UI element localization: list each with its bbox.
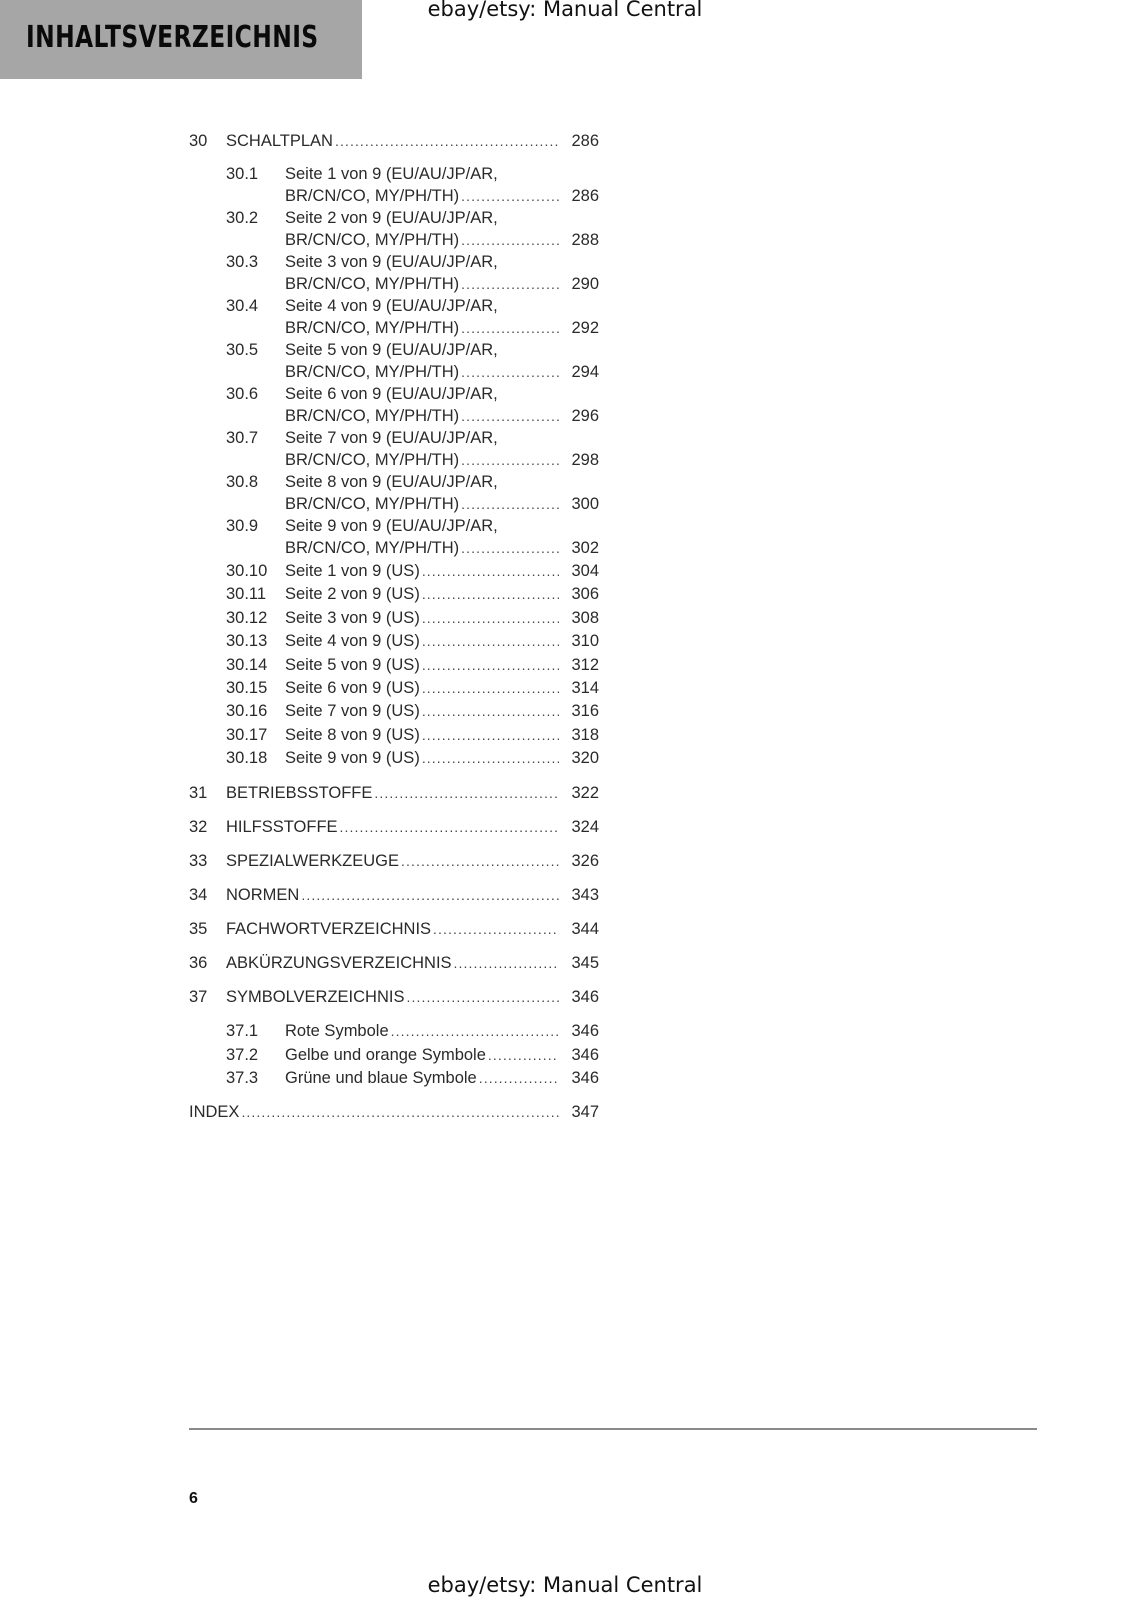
toc-section-30-14[interactable] bbox=[189, 654, 599, 676]
page-ref: 326 bbox=[571, 852, 599, 870]
section-number: 30.18 bbox=[226, 749, 268, 767]
page-ref: 300 bbox=[571, 495, 599, 513]
leader-dots bbox=[301, 884, 559, 906]
section-title: Seite 1 von 9 (US) bbox=[285, 562, 420, 580]
page-ref: 344 bbox=[571, 920, 599, 938]
section-number: 30.6 bbox=[226, 385, 259, 403]
toc-section-30-8-cont[interactable] bbox=[189, 493, 599, 515]
section-title-line2: BR/CN/CO, MY/PH/TH) bbox=[285, 319, 460, 337]
page-ref: 324 bbox=[571, 818, 599, 836]
page-ref: 316 bbox=[571, 702, 599, 720]
page-ref: 288 bbox=[571, 231, 599, 249]
page-ref: 290 bbox=[571, 275, 599, 293]
leader-dots bbox=[461, 273, 559, 295]
section-number: 37.1 bbox=[226, 1022, 259, 1040]
toc-chapter-31[interactable] bbox=[189, 782, 599, 804]
leader-dots bbox=[374, 782, 559, 804]
section-number: 30.13 bbox=[226, 632, 268, 650]
section-title-line1: Seite 8 von 9 (EU/AU/JP/AR, bbox=[285, 473, 498, 491]
section-number: 30.14 bbox=[226, 656, 268, 674]
toc-section-30-12[interactable] bbox=[189, 607, 599, 629]
toc-section-30-13[interactable] bbox=[189, 630, 599, 652]
section-number: 30.7 bbox=[226, 429, 259, 447]
leader-dots bbox=[461, 537, 559, 559]
section-title-line2: BR/CN/CO, MY/PH/TH) bbox=[285, 539, 460, 557]
toc-index[interactable] bbox=[189, 1101, 599, 1123]
toc-chapter-36[interactable] bbox=[189, 952, 599, 974]
leader-dots bbox=[422, 654, 559, 676]
section-title-line1: Seite 1 von 9 (EU/AU/JP/AR, bbox=[285, 165, 498, 183]
toc-section-30-9-cont[interactable] bbox=[189, 537, 599, 559]
section-title-line2: BR/CN/CO, MY/PH/TH) bbox=[285, 495, 460, 513]
leader-dots bbox=[479, 1067, 559, 1089]
chapter-title: SPEZIALWERKZEUGE bbox=[226, 852, 399, 870]
leader-dots bbox=[461, 449, 559, 471]
page-title: INHALTSVERZEICHNIS bbox=[26, 20, 319, 55]
section-number: 30.2 bbox=[226, 209, 259, 227]
leader-dots bbox=[401, 850, 559, 872]
index-title: INDEX bbox=[189, 1103, 240, 1121]
toc-section-30-1-cont[interactable] bbox=[189, 185, 599, 207]
page-ref: 347 bbox=[571, 1103, 599, 1121]
section-title-line1: Seite 3 von 9 (EU/AU/JP/AR, bbox=[285, 253, 498, 271]
leader-dots bbox=[454, 952, 559, 974]
chapter-number: 32 bbox=[189, 818, 208, 836]
leader-dots bbox=[433, 918, 559, 940]
section-title: Gelbe und orange Symbole bbox=[285, 1046, 486, 1064]
section-title: Seite 2 von 9 (US) bbox=[285, 585, 420, 603]
chapter-number: 36 bbox=[189, 954, 208, 972]
chapter-title: BETRIEBSSTOFFE bbox=[226, 784, 373, 802]
toc-section-30-4-cont[interactable] bbox=[189, 317, 599, 339]
section-title: Seite 4 von 9 (US) bbox=[285, 632, 420, 650]
leader-dots bbox=[422, 677, 559, 699]
section-number: 30.4 bbox=[226, 297, 259, 315]
page-ref: 346 bbox=[571, 1069, 599, 1087]
section-number: 30.16 bbox=[226, 702, 268, 720]
page-ref: 310 bbox=[571, 632, 599, 650]
toc-chapter-37[interactable] bbox=[189, 986, 599, 1008]
toc-section-30-7-cont[interactable] bbox=[189, 449, 599, 471]
leader-dots bbox=[461, 229, 559, 251]
chapter-number: 33 bbox=[189, 852, 208, 870]
section-title-line2: BR/CN/CO, MY/PH/TH) bbox=[285, 407, 460, 425]
leader-dots bbox=[422, 560, 559, 582]
page-ref: 304 bbox=[571, 562, 599, 580]
leader-dots bbox=[461, 493, 559, 515]
chapter-title: SYMBOLVERZEICHNIS bbox=[226, 988, 405, 1006]
section-number: 30.9 bbox=[226, 517, 259, 535]
section-title: Seite 7 von 9 (US) bbox=[285, 702, 420, 720]
leader-dots bbox=[461, 185, 559, 207]
section-number: 30.1 bbox=[226, 165, 259, 183]
page-ref: 312 bbox=[571, 656, 599, 674]
toc-section-30-3[interactable] bbox=[189, 251, 599, 273]
section-number: 30.5 bbox=[226, 341, 259, 359]
section-title: Grüne und blaue Symbole bbox=[285, 1069, 477, 1087]
page-ref: 308 bbox=[571, 609, 599, 627]
leader-dots bbox=[241, 1101, 559, 1123]
section-title: Seite 3 von 9 (US) bbox=[285, 609, 420, 627]
section-title-line1: Seite 4 von 9 (EU/AU/JP/AR, bbox=[285, 297, 498, 315]
page-ref: 302 bbox=[571, 539, 599, 557]
section-number: 30.15 bbox=[226, 679, 268, 697]
toc-section-37-1[interactable] bbox=[189, 1020, 599, 1042]
toc-section-30-5[interactable] bbox=[189, 339, 599, 361]
leader-dots bbox=[422, 607, 559, 629]
page-ref: 346 bbox=[571, 1022, 599, 1040]
section-title-line2: BR/CN/CO, MY/PH/TH) bbox=[285, 451, 460, 469]
chapter-number: 31 bbox=[189, 784, 208, 802]
section-title: Seite 5 von 9 (US) bbox=[285, 656, 420, 674]
watermark-bottom: ebay/etsy: Manual Central bbox=[427, 1573, 703, 1597]
toc-chapter-30[interactable] bbox=[189, 130, 599, 152]
toc-section-30-11[interactable] bbox=[189, 583, 599, 605]
chapter-number: 34 bbox=[189, 886, 208, 904]
section-title-line2: BR/CN/CO, MY/PH/TH) bbox=[285, 187, 460, 205]
leader-dots bbox=[335, 130, 559, 152]
leader-dots bbox=[422, 700, 559, 722]
chapter-title: SCHALTPLAN bbox=[226, 132, 333, 150]
section-number: 30.10 bbox=[226, 562, 268, 580]
section-title-line2: BR/CN/CO, MY/PH/TH) bbox=[285, 363, 460, 381]
toc-section-30-6-cont[interactable] bbox=[189, 405, 599, 427]
toc-section-30-9[interactable] bbox=[189, 515, 599, 537]
section-number: 37.3 bbox=[226, 1069, 259, 1087]
section-number: 30.17 bbox=[226, 726, 268, 744]
toc-section-37-2[interactable] bbox=[189, 1044, 599, 1066]
section-title-line1: Seite 2 von 9 (EU/AU/JP/AR, bbox=[285, 209, 498, 227]
toc-chapter-33[interactable] bbox=[189, 850, 599, 872]
chapter-title: FACHWORTVERZEICHNIS bbox=[226, 920, 432, 938]
page-ref: 345 bbox=[571, 954, 599, 972]
toc-chapter-32[interactable] bbox=[189, 816, 599, 838]
section-number: 30.8 bbox=[226, 473, 259, 491]
leader-dots bbox=[340, 816, 559, 838]
page-ref: 343 bbox=[571, 886, 599, 904]
page-ref: 322 bbox=[571, 784, 599, 802]
toc-section-30-15[interactable] bbox=[189, 677, 599, 699]
page-ref: 286 bbox=[571, 132, 599, 150]
page-ref: 346 bbox=[571, 1046, 599, 1064]
page-ref: 346 bbox=[571, 988, 599, 1006]
leader-dots bbox=[461, 317, 559, 339]
toc-section-30-4[interactable] bbox=[189, 295, 599, 317]
leader-dots bbox=[422, 724, 559, 746]
page-ref: 294 bbox=[571, 363, 599, 381]
leader-dots bbox=[461, 405, 559, 427]
toc-section-30-18[interactable] bbox=[189, 747, 599, 769]
page-ref: 292 bbox=[571, 319, 599, 337]
section-title: Seite 8 von 9 (US) bbox=[285, 726, 420, 744]
chapter-number: 37 bbox=[189, 988, 208, 1006]
section-title-line2: BR/CN/CO, MY/PH/TH) bbox=[285, 231, 460, 249]
toc-section-30-7[interactable] bbox=[189, 427, 599, 449]
chapter-title: ABKÜRZUNGSVERZEICHNIS bbox=[226, 954, 452, 972]
watermark-top: ebay/etsy: Manual Central bbox=[427, 0, 703, 21]
leader-dots bbox=[488, 1044, 559, 1066]
page-ref: 314 bbox=[571, 679, 599, 697]
toc-section-30-8[interactable] bbox=[189, 471, 599, 493]
toc-chapter-34[interactable] bbox=[189, 884, 599, 906]
page-ref: 286 bbox=[571, 187, 599, 205]
section-title-line1: Seite 5 von 9 (EU/AU/JP/AR, bbox=[285, 341, 498, 359]
section-title-line2: BR/CN/CO, MY/PH/TH) bbox=[285, 275, 460, 293]
section-title: Rote Symbole bbox=[285, 1022, 389, 1040]
leader-dots bbox=[422, 630, 559, 652]
toc-section-30-3-cont[interactable] bbox=[189, 273, 599, 295]
page-number: 6 bbox=[189, 1490, 198, 1507]
toc-chapter-35[interactable] bbox=[189, 918, 599, 940]
footer-divider bbox=[189, 1428, 1037, 1430]
page-ref: 318 bbox=[571, 726, 599, 744]
section-number: 30.12 bbox=[226, 609, 268, 627]
toc-section-30-10[interactable] bbox=[189, 560, 599, 582]
chapter-number: 30 bbox=[189, 132, 208, 150]
page-ref: 306 bbox=[571, 585, 599, 603]
toc-section-30-2-cont[interactable] bbox=[189, 229, 599, 251]
page-ref: 320 bbox=[571, 749, 599, 767]
toc-section-30-2[interactable] bbox=[189, 207, 599, 229]
toc-section-30-1[interactable] bbox=[189, 163, 599, 185]
section-title-line1: Seite 6 von 9 (EU/AU/JP/AR, bbox=[285, 385, 498, 403]
toc-section-37-3[interactable] bbox=[189, 1067, 599, 1089]
leader-dots bbox=[422, 747, 559, 769]
toc-section-30-6[interactable] bbox=[189, 383, 599, 405]
leader-dots bbox=[391, 1020, 559, 1042]
section-number: 30.11 bbox=[226, 585, 267, 603]
toc-section-30-5-cont[interactable] bbox=[189, 361, 599, 383]
page-ref: 296 bbox=[571, 407, 599, 425]
leader-dots bbox=[406, 986, 559, 1008]
toc-section-30-16[interactable] bbox=[189, 700, 599, 722]
chapter-number: 35 bbox=[189, 920, 208, 938]
section-number: 30.3 bbox=[226, 253, 259, 271]
section-title: Seite 9 von 9 (US) bbox=[285, 749, 420, 767]
section-number: 37.2 bbox=[226, 1046, 259, 1064]
toc-section-30-17[interactable] bbox=[189, 724, 599, 746]
section-title-line1: Seite 9 von 9 (EU/AU/JP/AR, bbox=[285, 517, 498, 535]
page-ref: 298 bbox=[571, 451, 599, 469]
leader-dots bbox=[461, 361, 559, 383]
leader-dots bbox=[422, 583, 559, 605]
section-title: Seite 6 von 9 (US) bbox=[285, 679, 420, 697]
section-title-line1: Seite 7 von 9 (EU/AU/JP/AR, bbox=[285, 429, 498, 447]
chapter-title: NORMEN bbox=[226, 886, 300, 904]
chapter-title: HILFSSTOFFE bbox=[226, 818, 338, 836]
